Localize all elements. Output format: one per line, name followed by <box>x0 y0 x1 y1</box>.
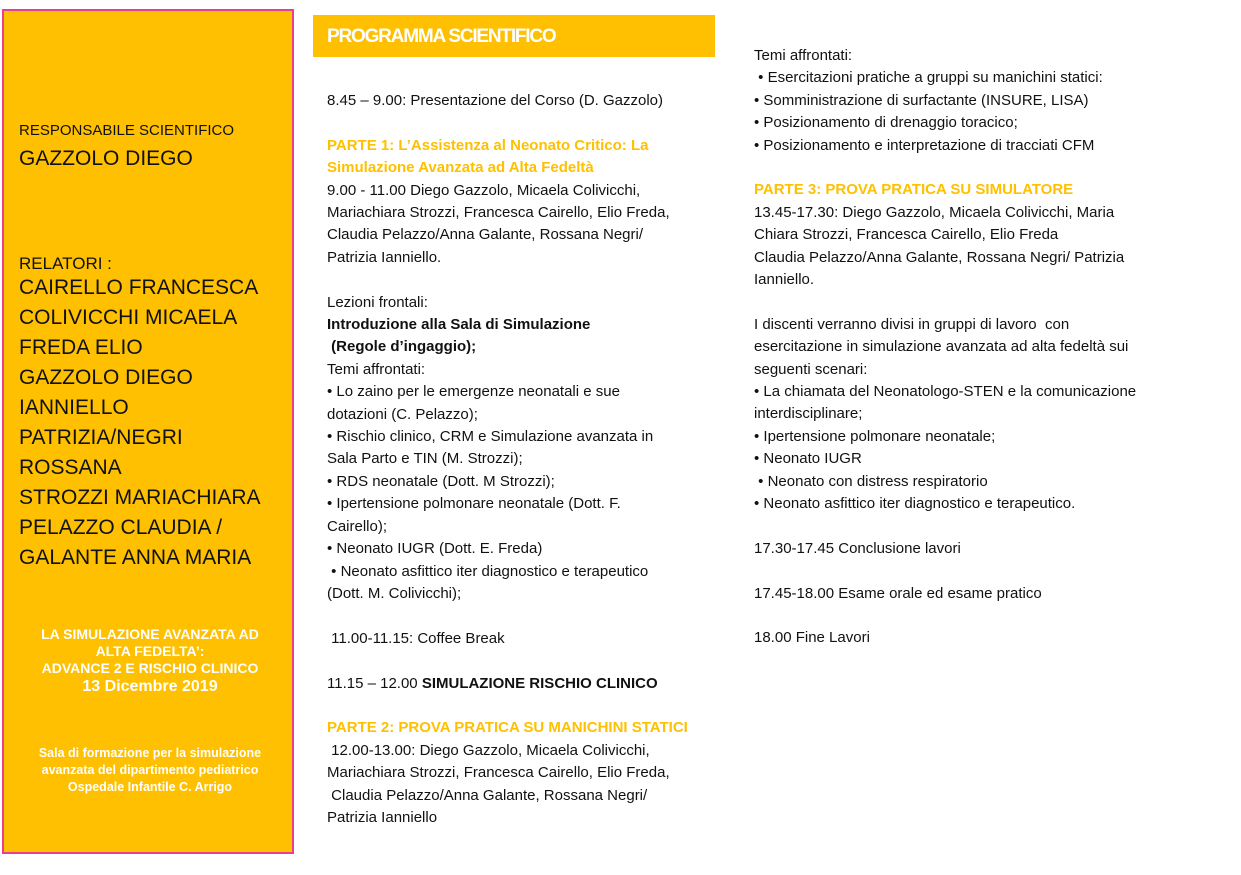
staff-line: 12.00-13.00: Diego Gazzolo, Micaela Colivicchi, <box>327 741 650 759</box>
groups-intro-line: esercitazione in simulazione avanzata ad alta fedeltà sui <box>754 338 1129 356</box>
topic-line: dotazioni (C. Pelazzo); <box>327 405 478 423</box>
page-title: PROGRAMMA SCIENTIFICO <box>327 26 556 47</box>
staff-line: Claudia Pelazzo/Anna Galante, Rossana Negri/ <box>327 786 648 804</box>
relatore-line: ROSSANA <box>19 456 122 479</box>
staff-line: Claudia Pelazzo/Anna Galante, Rossana Negri/ <box>327 226 644 244</box>
program-column-2 <box>754 45 1194 650</box>
staff-line: 13.45-17.30: Diego Gazzolo, Micaela Colivicchi, Maria <box>754 203 1115 221</box>
intro-title: Introduzione alla Sala di Simulazione <box>327 316 591 334</box>
event-venue <box>14 745 286 796</box>
relatori-label: RELATORI : <box>19 254 112 273</box>
topic-line: Cairello); <box>327 517 388 535</box>
topic-line: • Rischio clinico, CRM e Simulazione avanzata in <box>327 428 654 446</box>
topic-line: • Ipertensione polmonare neonatale (Dott. F. <box>327 495 621 513</box>
responsabile-name: GAZZOLO DIEGO <box>19 147 193 170</box>
staff-line: Mariachiara Strozzi, Francesca Cairello, Elio Freda, <box>327 204 670 222</box>
staff-line: Claudia Pelazzo/Anna Galante, Rossana Negri/ Patrizia <box>754 248 1125 266</box>
intro-rules: (Regole d’ingaggio); <box>327 338 477 356</box>
scenario-line: • Neonato con distress respiratorio <box>754 472 988 490</box>
opening-line: 8.45 – 9.00: Presentazione del Corso (D. Gazzolo) <box>327 92 664 109</box>
topic-line: • Lo zaino per le emergenze neonatali e sue <box>327 383 620 401</box>
relatore-line: PATRIZIA/NEGRI <box>19 426 183 449</box>
temi-label: Temi affrontati: <box>327 360 426 378</box>
responsabile-label: RESPONSABILE SCIENTIFICO <box>19 122 235 139</box>
simulation-time: 11.15 – 12.00 <box>327 674 422 692</box>
staff-line: Ianniello. <box>754 271 815 289</box>
staff-line: Mariachiara Strozzi, Francesca Cairello, Elio Freda, <box>327 764 670 782</box>
end-line: 18.00 Fine Lavori <box>754 629 870 647</box>
venue-line: Ospedale Infantile C. Arrigo <box>67 780 233 794</box>
event-title <box>14 626 286 697</box>
event-date: 13 Dicembre 2019 <box>82 678 218 695</box>
venue-line: Sala di formazione per la simulazione <box>38 746 262 760</box>
relatore-line: GAZZOLO DIEGO <box>19 366 193 389</box>
coffee-break: 11.00-11.15: Coffee Break <box>327 629 505 647</box>
scenario-line: • La chiamata del Neonatologo-STEN e la comunicazione <box>754 383 1137 401</box>
staff-line: Chiara Strozzi, Francesca Cairello, Elio Freda <box>754 226 1059 244</box>
relatori-list <box>19 273 261 573</box>
simulation-title: SIMULAZIONE RISCHIO CLINICO <box>421 674 658 692</box>
conclusion-line: 17.30-17.45 Conclusione lavori <box>754 539 961 557</box>
topic-line: • Somministrazione di surfactante (INSURE, LISA) <box>754 91 1089 109</box>
relatore-line: COLIVICCHI MICAELA <box>19 306 238 329</box>
event-title-line: ALTA FEDELTA’: <box>95 643 205 659</box>
groups-intro-line: I discenti verranno divisi in gruppi di lavoro con <box>754 315 1070 333</box>
topic-line: Sala Parto e TIN (M. Strozzi); <box>327 450 523 468</box>
lezioni-label: Lezioni frontali: <box>327 293 428 311</box>
topic-line: • Esercitazioni pratiche a gruppi su manichini statici: <box>754 69 1103 87</box>
topic-line: • Neonato IUGR (Dott. E. Freda) <box>327 540 543 558</box>
event-title-line: LA SIMULAZIONE AVANZATA AD <box>41 626 259 642</box>
part2-title: PARTE 2: PROVA PRATICA SU MANICHINI STATICI <box>327 719 688 737</box>
temi-label: Temi affrontati: <box>754 47 853 64</box>
groups-intro-line: seguenti scenari: <box>754 360 868 378</box>
scenario-line: • Ipertensione polmonare neonatale; <box>754 427 996 445</box>
staff-line: Patrizia Ianniello. <box>327 248 442 266</box>
venue-line: avanzata del dipartimento pediatrico <box>41 763 259 777</box>
scenario-line: interdisciplinare; <box>754 405 863 423</box>
topic-line: • Posizionamento di drenaggio toracico; <box>754 114 1018 132</box>
staff-line: Patrizia Ianniello <box>327 808 438 826</box>
scenario-line: • Neonato asfittico iter diagnostico e terapeutico. <box>754 495 1076 513</box>
relatore-line: FREDA ELIO <box>19 336 143 359</box>
exam-line: 17.45-18.00 Esame orale ed esame pratico <box>754 584 1042 602</box>
relatore-line: GALANTE ANNA MARIA <box>19 546 252 569</box>
relatore-line: PELAZZO CLAUDIA / <box>19 516 223 539</box>
relatore-line: STROZZI MARIACHIARA <box>19 486 261 509</box>
sidebar-panel <box>2 9 294 854</box>
staff-line: 9.00 - 11.00 Diego Gazzolo, Micaela Colivicchi, <box>327 181 641 199</box>
part1-title-cont: Simulazione Avanzata ad Alta Fedeltà <box>327 159 594 177</box>
topic-line: (Dott. M. Colivicchi); <box>327 584 462 602</box>
part1-title: PARTE 1: L’Assistenza al Neonato Critico: La <box>327 136 649 154</box>
relatore-line: IANNIELLO <box>19 396 129 419</box>
relatore-line: CAIRELLO FRANCESCA <box>19 276 259 299</box>
header-banner <box>313 15 715 57</box>
topic-line: • Posizionamento e interpretazione di tracciati CFM <box>754 136 1095 154</box>
simulation-line <box>327 673 717 695</box>
scenario-line: • Neonato IUGR <box>754 450 862 468</box>
part3-title: PARTE 3: PROVA PRATICA SU SIMULATORE <box>754 181 1074 199</box>
topic-line: • Neonato asfittico iter diagnostico e terapeutico <box>327 562 649 580</box>
event-title-line: ADVANCE 2 E RISCHIO CLINICO <box>41 660 259 676</box>
program-column-1 <box>327 90 717 829</box>
topic-line: • RDS neonatale (Dott. M Strozzi); <box>327 472 555 490</box>
